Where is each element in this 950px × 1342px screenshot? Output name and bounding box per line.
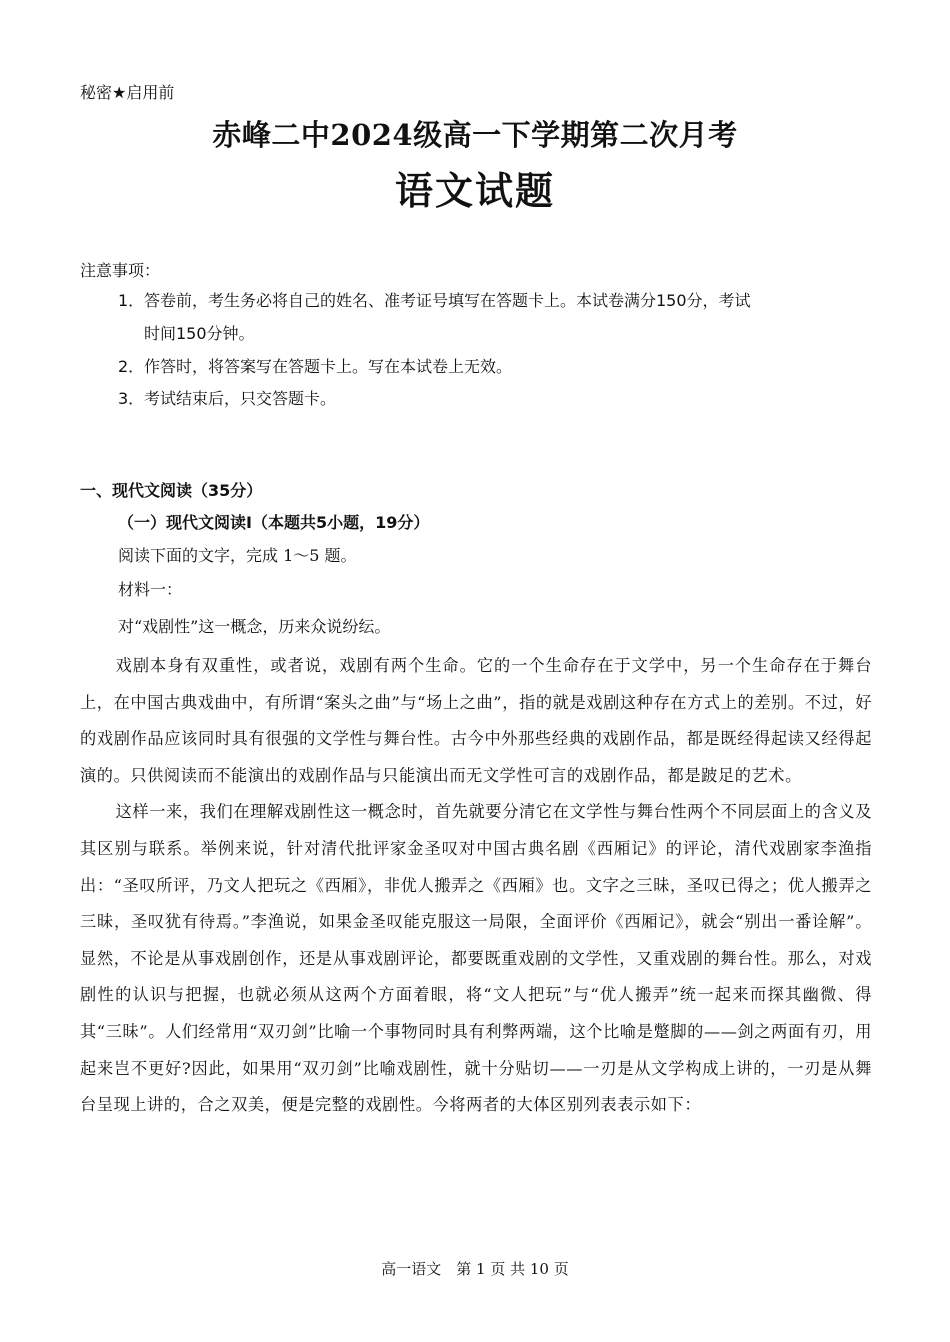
subject-title: 语文试题 [394,168,555,213]
reading-instruction: 阅读下面的文字，完成 1～5 题。 [118,546,357,565]
passage-paragraph: 戏剧本身有双重性，或者说，戏剧有两个生命。它的一个生命存在于文学中，另一个生命存在于舞台上，在中国古典戏曲中，有所谓“案头之曲”与“场上之曲”，指的就是戏剧这种存在方式上的差别。不过，好的戏剧作品应该同时具有很强的文学性与舞台性。古今中外那些经典的戏剧作品，都是既经得起读又经得起演的。只供阅读而不能演出的戏剧作品与只能演出而无文学性可言的戏剧作品，都是跛足的艺术。 [80,656,872,785]
note-number: 1． [118,291,145,310]
note-text: 答卷前，考生务必将自己的姓名、准考证号填写在答题卡上。本试卷满分150分，考试 [144,291,751,310]
note-item [118,284,878,350]
passage-body [80,648,872,1124]
page-footer: 高一语文 第 1 页 共 10 页 [381,1260,569,1278]
note-number: 3． [118,389,145,408]
note-continuation: 时间150分钟。 [144,324,255,343]
note-number: 2． [118,357,145,376]
note-text: 作答时，将答案写在答题卡上。写在本试卷上无效。 [144,357,513,376]
note-item [118,350,878,383]
note-text: 考试结束后，只交答题卡。 [144,389,337,408]
passage-first-line: 对“戏剧性”这一概念，历来众说纷纭。 [118,617,391,636]
material-label: 材料一： [118,580,183,599]
confidential-mark: 秘密★启用前 [80,83,175,102]
passage-paragraph: 这样一来，我们在理解戏剧性这一概念时，首先就要分清它在文学性与舞台性两个不同层面上的含义及其区别与联系。举例来说，针对清代批评家金圣叹对中国古典名剧《西厢记》的评论，清代戏剧家李渔指出：“圣叹所评，乃文人把玩之《西厢》，非优人搬弄之《西厢》也。文字之三昧，圣叹已得之；优人搬弄之三昧，圣叹犹有待焉。”李渔说，如果金圣叹能克服这一局限，全面评价《西厢记》，就会“别出一番诠解”。显然，不论是从事戏剧创作，还是从事戏剧评论，都要既重戏剧的文学性，又重戏剧的舞台性。那么，对戏剧性的认识与把握，也就必须从这两个方面着眼，将“文人把玩”与“优人搬弄”统一起来而探其幽微、得其“三昧”。人们经常用“双刃剑”比喻一个事物同时具有利弊两端，这个比喻是蹩脚的——剑之两面有刃，用起来岂不更好?因此，如果用“双刃剑”比喻戏剧性，就十分贴切——一刃是从文学构成上讲的，一刃是从舞台呈现上讲的，合之双美，便是完整的戏剧性。今将两者的大体区别列表表示如下： [80,802,872,1115]
note-item [118,382,878,415]
exam-title: 赤峰二中2024级高一下学期第二次月考 [212,118,738,152]
subsection-heading: （一）现代文阅读Ⅰ（本题共5小题，19分） [118,513,430,532]
notes-heading: 注意事项： [80,261,161,280]
section-heading: 一、现代文阅读（35分） [80,481,263,500]
